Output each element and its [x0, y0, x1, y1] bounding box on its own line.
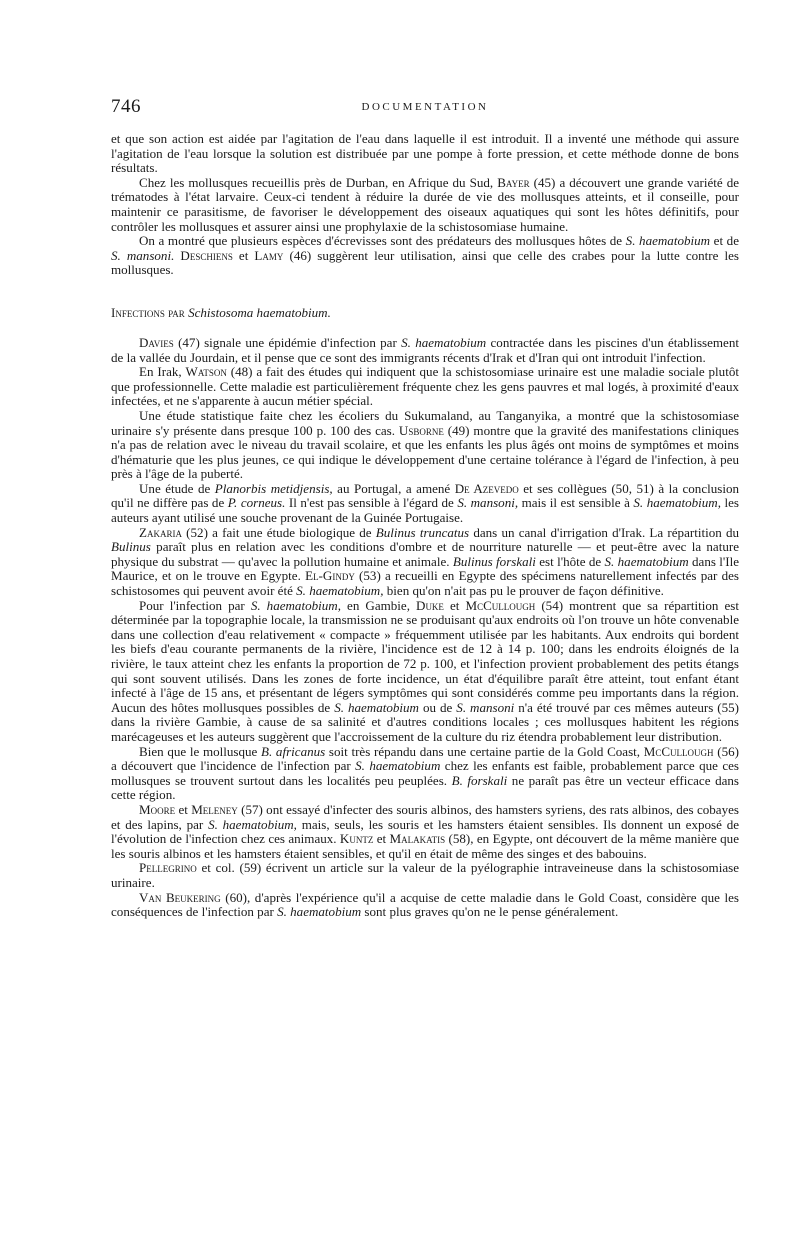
- text-run: et col. (59) écrivent un article sur la valeur de la pyélographie intraveineuse dans la schistosomiase urinaire.: [111, 860, 739, 890]
- author-name: Kuntz: [339, 831, 374, 847]
- author-name: Lamy: [254, 247, 284, 263]
- section-heading: [111, 305, 739, 320]
- paragraph: [111, 234, 739, 278]
- text-run: mais il est sensible à: [518, 495, 634, 511]
- italic-term: S. mansoni: [456, 699, 515, 715]
- paragraph: [111, 482, 739, 526]
- italic-term: Bulinus: [111, 539, 151, 555]
- italic-term: S. mansoni.: [111, 247, 175, 263]
- body-text-intro: [111, 132, 739, 278]
- text-run: et: [175, 801, 192, 817]
- italic-term: B. africanus: [261, 743, 326, 759]
- author-name: Pellegrino: [139, 860, 197, 876]
- author-name: Usborne: [398, 422, 444, 438]
- author-name: Bayer: [497, 174, 530, 190]
- italic-term: S. haematobium: [604, 553, 689, 569]
- text-run: En Irak,: [139, 364, 186, 380]
- author-name: Zakaria: [139, 524, 182, 540]
- text-run: Pour l'infection par: [139, 597, 251, 613]
- author-name: Davies: [139, 334, 174, 350]
- paragraph: [111, 409, 739, 482]
- author-name: De Azevedo: [454, 480, 519, 496]
- text-run: (56) a découvert que l'incidence de l'infection par: [111, 743, 739, 774]
- running-head: DOCUMENTATION: [361, 101, 489, 113]
- italic-term: P. corneus.: [227, 495, 286, 511]
- text-run: soit très répandu dans une certaine partie de la Gold Coast,: [325, 743, 644, 759]
- paragraph: [111, 365, 739, 409]
- text-run: n'a été trouvé par ces mêmes auteurs (55) dans la rivière Gambie, à cause de sa salinité et d'autres conditions locales ; ces mollusques habitent les régions marécageuses et les auteurs suggèrent que l'accroissement de la culture du riz étendra probablement leur distribution.: [111, 699, 739, 744]
- text-run: (47) signale une épidémie d'infection par: [173, 334, 402, 350]
- paragraph: [111, 891, 739, 920]
- italic-term: S. mansoni,: [457, 495, 519, 511]
- author-name: Watson: [185, 364, 227, 380]
- text-run: au Portugal, a amené: [332, 480, 455, 496]
- text-run: (53) a recueilli en Egypte des spécimens naturellement infectés par des schistosomes qui peuvent avoir été: [111, 568, 739, 599]
- author-name: McCullough: [465, 597, 536, 613]
- italic-term: S. haematobium: [401, 334, 487, 350]
- page-header: [111, 96, 739, 118]
- text-run: Bien que le mollusque: [139, 743, 262, 759]
- text-run: (54) montrent que sa répartition est déterminée par la topographie locale, la transmission ne se produisant qu'aux endroits où l'on trouve un hôte convenable dans une collection d'eau relativement « compacte » fréquemment utilisée par les habitants. Aux endroits qui bordent les biefs d'eau courante permanents de la rivière, l'incidence est de 12 à 14 p. 100; dans les endroits éloignés de la rivière, le taux atteint chez les enfants la proportion de 72 p. 100, et l'infection provient probablement des petits étangs qui sont souvent utilisés. Dans les zones de forte incidence, un état d'équilibre paraît être atteint, tout enfant étant infecté à l'âge de 15 ans, et présentant de légers symptômes qui sont considérés comme peu importants dans la région. Aucun des hôtes mollusques possibles de: [111, 597, 739, 715]
- paragraph: [111, 745, 739, 803]
- body-text-section: [111, 336, 739, 920]
- text-run: et ses collègues (50, 51) à la conclusion qu'il ne diffère pas de: [111, 480, 740, 511]
- text-run: et: [373, 831, 390, 847]
- text-run: sont plus graves qu'on ne le pense généralement.: [361, 904, 619, 920]
- page-number: 746: [111, 96, 141, 117]
- paragraph: [111, 132, 739, 176]
- text-run: et: [443, 597, 466, 613]
- text-run: chez les enfants est faible, probablement parce que ces mollusques se trouvent surtout dans les localités peu peuplées.: [111, 758, 739, 788]
- italic-term: S. haematobium: [355, 758, 441, 774]
- text-run: bien qu'on n'ait pas pu le prouver de façon définitive.: [383, 583, 664, 599]
- paragraph: [111, 336, 739, 365]
- paragraph: [111, 526, 739, 599]
- text-run: et: [232, 247, 255, 263]
- text-run: Il n'est pas sensible à l'égard de: [285, 495, 458, 511]
- italic-term: Schistosoma haematobium.: [188, 304, 331, 320]
- text-run: contractée dans les piscines d'un établissement de la vallée du Jourdain, et il pense que ce sont des immigrants récents d'Irak et d'Iran qui ont introduit l'infection.: [111, 334, 739, 365]
- text-run: (45) a découvert une grande variété de trématodes à l'état larvaire. Ceux-ci tendent à réduire la durée de vie des mollusques atteints, et il conseille, pour maintenir ce parasitisme, de favoriser le développement des oiseaux aquatiques qui sont les hôtes définitifs, pour contrôler les mollusques et assurer ainsi une prophylaxie de la schistosomiase humaine.: [111, 174, 740, 234]
- italic-term: S. haematobium,: [250, 597, 341, 613]
- italic-term: B. forskali: [451, 772, 508, 788]
- text-run: Chez les mollusques recueillis près de Durban, en Afrique du Sud,: [139, 174, 498, 190]
- paragraph: [111, 176, 739, 234]
- text-run: (58), en Egypte, ont découvert de la même manière que les souris albinos et les hamsters étaient sensibles, et qu'il en était de même des singes et des babouins.: [111, 831, 739, 861]
- text-run: dans l'Ile Maurice, et on le trouve en Egypte.: [111, 553, 740, 584]
- text-run: On a montré que plusieurs espèces d'écrevisses sont des prédateurs des mollusques hôtes de: [139, 233, 626, 249]
- text-run: (49) montre que la gravité des manifestations cliniques n'a pas de relation avec le niveau du travail scolaire, et que les enfants les plus âgés ont moins de symptômes et moins d'hématurie que les plus jeunes, ce qui indique le développement d'une certaine tolérance à l'égard de l'infection, à peu près à l'âge de la puberté.: [111, 422, 739, 482]
- text-run: Une étude statistique faite chez les écoliers du Sukumaland, au Tanganyika, a montré que la schistosomiase urinaire s'y présente dans presque 100 p. 100 des cas.: [111, 407, 739, 438]
- author-name: Moore: [139, 801, 176, 817]
- text-run: Une étude de: [139, 480, 215, 496]
- author-name: Infections par: [111, 304, 185, 320]
- italic-term: S. haematobium,: [208, 816, 297, 832]
- paragraph: [111, 861, 739, 890]
- text-run: les auteurs ayant utilisé une souche provenant de la Guinée Portugaise.: [111, 495, 739, 526]
- italic-term: S. haematobium,: [296, 583, 384, 599]
- author-name: Van Beukering: [139, 889, 221, 905]
- italic-term: S. haematobium: [334, 699, 419, 715]
- text-run: (52) a fait une étude biologique de: [181, 524, 376, 540]
- text-run: (60), d'après l'expérience qu'il a acquise de cette maladie dans le Gold Coast, considère que les conséquences de l'infection par: [111, 889, 739, 920]
- text-run: est l'hôte de: [535, 553, 605, 569]
- italic-term: S. haematobium: [625, 233, 711, 249]
- italic-term: Bulinus forskali: [452, 553, 536, 569]
- text-run: mais, seuls, les souris et les hamsters étaient sensibles. Ils donnent un exposé de l'évolution de l'infection chez ces animaux.: [111, 816, 740, 847]
- text-run: (48) a fait des études qui indiquent que la schistosomiase urinaire est une maladie sociale plutôt que professionnelle. Cette maladie est particulièrement fréquente chez les gens pauvres et mal logés, à proximité d'eaux infectées, et ne s'apparente à aucun métier spécial.: [111, 364, 739, 409]
- author-name: Deschiens: [180, 247, 233, 263]
- text-run: ne paraît pas être un vecteur efficace dans cette région.: [111, 772, 739, 803]
- text-run: (46) suggèrent leur utilisation, ainsi que celle des crabes pour la lutte contre les mollusques.: [111, 247, 739, 278]
- italic-term: Bulinus truncatus: [375, 524, 470, 540]
- text-run: paraît plus en relation avec les conditions d'ombre et de nourriture naturelle — et peut-être avec la nature physique du substrat — qu'avec la pollution humaine et animale.: [111, 539, 739, 569]
- text-run: ou de: [418, 699, 457, 715]
- italic-term: S. haematobium: [277, 904, 362, 920]
- document-page: [111, 96, 739, 920]
- author-name: Duke: [416, 597, 444, 613]
- text-run: et que son action est aidée par l'agitation de l'eau dans laquelle il est introduit. Il a inventé une méthode qui assure l'agitation de l'eau lorsque la solution est distribuée par une pompe à forte pression, et cette méthode donne de bons résultats.: [111, 131, 739, 176]
- italic-term: Planorbis metidjensis,: [214, 480, 333, 496]
- author-name: Malakatis: [389, 831, 446, 847]
- paragraph: [111, 599, 739, 745]
- text-run: (57) ont essayé d'infecter des souris albinos, des hamsters syriens, des rats albinos, des cobayes et des lapins, par: [111, 801, 739, 832]
- author-name: McCullough: [643, 743, 714, 759]
- paragraph: [111, 803, 739, 861]
- text-run: dans un canal d'irrigation d'Irak. La répartition du: [469, 524, 740, 540]
- text-run: et de: [710, 233, 739, 249]
- italic-term: S. haematobium,: [633, 495, 721, 511]
- author-name: El-Gindy: [305, 568, 355, 584]
- author-name: Meleney: [191, 801, 238, 817]
- text-run: en Gambie,: [340, 597, 417, 613]
